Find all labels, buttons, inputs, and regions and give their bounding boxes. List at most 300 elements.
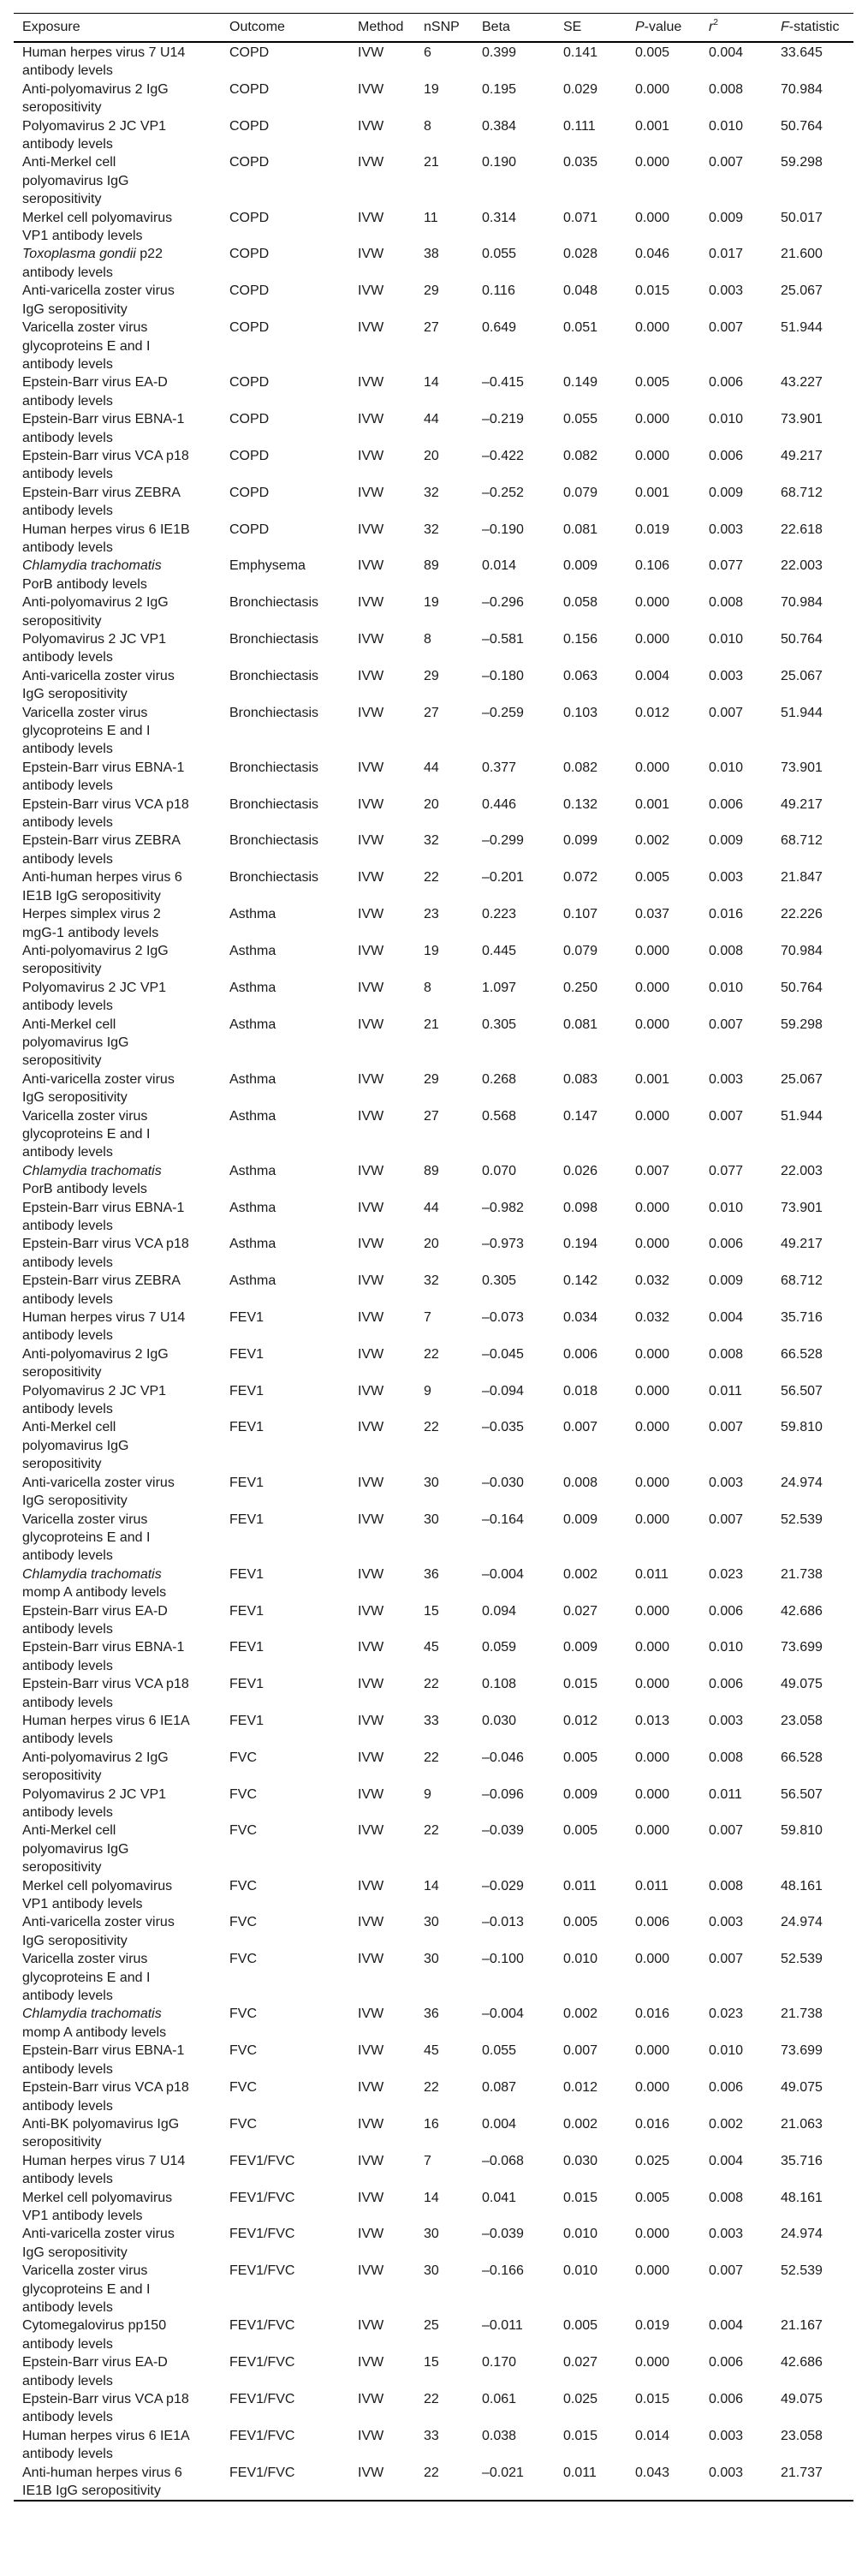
table-row [14, 667, 853, 704]
cell-exposure [14, 796, 229, 832]
header-r-italic: r [709, 20, 714, 34]
cell-f-statistic: 22.003 [781, 558, 823, 574]
exposure-text: momp A antibody levels [22, 1585, 167, 1601]
cell-r-squared: 0.003 [709, 1071, 744, 1087]
header-se: SE [563, 20, 582, 34]
cell-se: 0.007 [563, 1420, 598, 1435]
exposure-text: Anti-BK polyomavirus IgG seropositivity [22, 2116, 180, 2150]
cell-exposure [14, 2353, 229, 2390]
cell-se: 0.011 [563, 1878, 597, 1893]
table-row [14, 1638, 853, 1675]
cell-nsnp: 9 [424, 1786, 431, 1802]
exposure-italic: Chlamydia trachomatis [22, 1566, 162, 1582]
cell-method: IVW [358, 1603, 384, 1619]
cell-f-statistic: 49.075 [781, 2080, 823, 2096]
cell-p-value: 0.000 [635, 412, 670, 427]
cell-outcome: FVC [229, 2116, 257, 2132]
cell-nsnp: 8 [424, 118, 431, 134]
cell-outcome: FEV1/FVC [229, 2355, 295, 2370]
cell-outcome: Asthma [229, 943, 276, 958]
cell-r-squared: 0.010 [709, 632, 744, 647]
cell-se: 0.147 [563, 1108, 598, 1124]
header-beta: Beta [482, 20, 510, 34]
table-row [14, 80, 853, 117]
cell-se: 0.010 [563, 2263, 598, 2279]
cell-p-value: 0.006 [635, 1915, 670, 1930]
cell-beta: 0.014 [482, 558, 517, 574]
cell-f-statistic: 22.003 [781, 1163, 823, 1178]
cell-se: 0.079 [563, 485, 598, 500]
cell-p-value: 0.000 [635, 632, 670, 647]
cell-beta: 0.195 [482, 81, 517, 97]
cell-nsnp: 22 [424, 870, 439, 886]
cell-se: 0.012 [563, 2080, 598, 2096]
cell-method: IVW [358, 118, 384, 134]
cell-nsnp: 11 [424, 210, 438, 225]
cell-beta: –0.013 [482, 1915, 524, 1930]
cell-p-value: 0.019 [635, 2318, 670, 2334]
cell-method: IVW [358, 448, 384, 463]
cell-r-squared: 0.003 [709, 2428, 744, 2443]
cell-exposure [14, 905, 229, 942]
cell-beta: –0.164 [482, 1512, 524, 1527]
exposure-text: Polyomavirus 2 JC VP1 antibody levels [22, 1786, 167, 1820]
cell-nsnp: 32 [424, 833, 439, 849]
table-row [14, 759, 853, 796]
cell-exposure [14, 1199, 229, 1236]
cell-outcome: Bronchiectasis [229, 833, 319, 849]
cell-f-statistic: 59.810 [781, 1823, 823, 1839]
cell-r-squared: 0.003 [709, 2465, 744, 2480]
table-row [14, 117, 853, 154]
exposure-text: Epstein-Barr virus EA-D antibody levels [22, 375, 168, 408]
exposure-text: Epstein-Barr virus VCA p18 antibody levels [22, 2080, 189, 2114]
header-exposure: Exposure [22, 20, 80, 34]
cell-p-value: 0.032 [635, 1273, 670, 1289]
cell-f-statistic: 50.764 [781, 118, 823, 134]
table-row [14, 484, 853, 521]
exposure-text: Anti-polyomavirus 2 IgG seropositivity [22, 943, 169, 977]
cell-f-statistic: 33.645 [781, 45, 823, 60]
cell-exposure [14, 521, 229, 558]
cell-p-value: 0.005 [635, 870, 670, 886]
cell-method: IVW [358, 1310, 384, 1326]
header-outcome: Outcome [229, 20, 285, 34]
cell-outcome: FVC [229, 1786, 257, 1802]
cell-outcome: FEV1/FVC [229, 2318, 295, 2334]
cell-f-statistic: 51.944 [781, 320, 823, 336]
table-row [14, 2189, 853, 2226]
cell-r-squared: 0.003 [709, 1915, 744, 1930]
cell-se: 0.009 [563, 1512, 598, 1527]
cell-f-statistic: 23.058 [781, 2428, 823, 2443]
exposure-text: Human herpes virus 7 U14 antibody levels [22, 2153, 186, 2187]
cell-r-squared: 0.008 [709, 1878, 744, 1893]
cell-se: 0.098 [563, 1200, 598, 1215]
cell-f-statistic: 50.764 [781, 980, 823, 995]
cell-outcome: Asthma [229, 1200, 276, 1215]
cell-nsnp: 20 [424, 796, 439, 812]
cell-f-statistic: 22.618 [781, 522, 823, 537]
table-row [14, 1786, 853, 1822]
cell-f-statistic: 49.217 [781, 448, 823, 463]
cell-r-squared: 0.003 [709, 870, 744, 886]
exposure-text: Polyomavirus 2 JC VP1 antibody levels [22, 980, 167, 1014]
cell-f-statistic: 59.810 [781, 1420, 823, 1435]
exposure-text: Merkel cell polyomavirus VP1 antibody levels [22, 1878, 173, 1912]
cell-r-squared: 0.077 [709, 558, 744, 574]
cell-r-squared: 0.010 [709, 412, 744, 427]
cell-se: 0.156 [563, 632, 598, 647]
cell-beta: –0.011 [482, 2318, 523, 2334]
cell-beta: 0.055 [482, 247, 517, 262]
cell-f-statistic: 51.944 [781, 1108, 823, 1124]
cell-nsnp: 32 [424, 522, 439, 537]
table-row [14, 1712, 853, 1749]
table-row [14, 1675, 853, 1712]
cell-beta: –0.035 [482, 1420, 524, 1435]
cell-beta: 0.059 [482, 1640, 517, 1655]
exposure-text: Epstein-Barr virus VCA p18 antibody levels [22, 796, 189, 831]
cell-beta: 0.568 [482, 1108, 517, 1124]
cell-method: IVW [358, 1108, 384, 1124]
exposure-text: Polyomavirus 2 JC VP1 antibody levels [22, 632, 167, 665]
cell-se: 0.005 [563, 1915, 598, 1930]
cell-outcome: FVC [229, 1750, 257, 1765]
cell-exposure [14, 1877, 229, 1914]
table-row [14, 979, 853, 1016]
cell-f-statistic: 48.161 [781, 1878, 823, 1893]
cell-beta: –0.581 [482, 632, 524, 647]
exposure-text: Epstein-Barr virus EBNA-1 antibody levels [22, 760, 185, 794]
exposure-text: Anti-varicella zoster virus IgG seropositivity [22, 2227, 175, 2260]
cell-se: 0.025 [563, 2392, 598, 2406]
cell-f-statistic: 49.217 [781, 1237, 823, 1252]
cell-p-value: 0.000 [635, 1750, 670, 1765]
cell-beta: –0.219 [482, 412, 524, 427]
cell-p-value: 0.012 [635, 705, 670, 720]
cell-r-squared: 0.006 [709, 375, 744, 391]
cell-outcome: FEV1 [229, 1475, 265, 1490]
table-row [14, 1749, 853, 1786]
cell-outcome: FVC [229, 2080, 257, 2096]
cell-p-value: 0.000 [635, 1677, 670, 1692]
table-row [14, 521, 853, 558]
cell-method: IVW [358, 247, 384, 262]
cell-outcome: FEV1/FVC [229, 2465, 295, 2480]
table-row [14, 2427, 853, 2464]
exposure-text: Human herpes virus 7 U14 antibody levels [22, 45, 186, 79]
cell-outcome: Bronchiectasis [229, 705, 319, 720]
table-row [14, 1272, 853, 1309]
table-row [14, 410, 853, 447]
cell-se: 0.027 [563, 2355, 598, 2370]
cell-method: IVW [358, 907, 384, 922]
cell-p-value: 0.032 [635, 1310, 670, 1326]
cell-p-value: 0.000 [635, 2227, 670, 2242]
cell-outcome: Bronchiectasis [229, 870, 319, 886]
cell-beta: –0.030 [482, 1475, 524, 1490]
cell-nsnp: 32 [424, 485, 439, 500]
cell-r-squared: 0.007 [709, 1823, 744, 1839]
cell-outcome: Asthma [229, 1108, 276, 1124]
cell-r-squared: 0.008 [709, 1750, 744, 1765]
cell-exposure [14, 1950, 229, 2005]
cell-method: IVW [358, 283, 384, 299]
cell-se: 0.010 [563, 2227, 598, 2242]
cell-outcome: FVC [229, 2043, 257, 2059]
cell-method: IVW [358, 1677, 384, 1692]
exposure-text: Anti-Merkel cell polyomavirus IgG seropositivity [22, 1420, 129, 1472]
cell-r-squared: 0.010 [709, 980, 744, 995]
cell-f-statistic: 21.063 [781, 2116, 823, 2132]
table-row [14, 1511, 853, 1565]
table-row [14, 1199, 853, 1236]
exposure-text: Anti-Merkel cell polyomavirus IgG seropositivity [22, 155, 129, 207]
table-row [14, 1474, 853, 1511]
cell-beta: 0.384 [482, 118, 517, 134]
cell-nsnp: 33 [424, 2428, 439, 2443]
cell-method: IVW [358, 1915, 384, 1930]
cell-beta: 0.087 [482, 2080, 517, 2096]
cell-p-value: 0.001 [635, 118, 670, 134]
cell-exposure [14, 245, 229, 282]
cell-outcome: Bronchiectasis [229, 796, 319, 812]
cell-r-squared: 0.023 [709, 2007, 744, 2022]
cell-r-squared: 0.004 [709, 2153, 744, 2168]
cell-outcome: FEV1 [229, 1383, 265, 1398]
cell-r-squared: 0.006 [709, 2080, 744, 2096]
table-row [14, 1309, 853, 1345]
cell-nsnp: 30 [424, 1512, 439, 1527]
cell-exposure [14, 1418, 229, 1473]
cell-exposure [14, 1675, 229, 1712]
cell-outcome: COPD [229, 155, 270, 170]
cell-outcome: FEV1/FVC [229, 2428, 295, 2443]
exposure-text: Anti-varicella zoster virus IgG seropositivity [22, 283, 175, 317]
cell-f-statistic: 24.974 [781, 1915, 823, 1930]
cell-nsnp: 27 [424, 1108, 439, 1124]
exposure-text: Epstein-Barr virus ZEBRA antibody levels [22, 1273, 181, 1307]
table-header-row [14, 14, 853, 41]
cell-method: IVW [358, 210, 384, 225]
cell-se: 0.027 [563, 1603, 598, 1619]
cell-outcome: Asthma [229, 1017, 276, 1032]
cell-nsnp: 20 [424, 448, 439, 463]
exposure-text: Varicella zoster virus glycoproteins E and I antibody levels [22, 320, 151, 372]
cell-f-statistic: 49.075 [781, 1677, 823, 1692]
cell-p-value: 0.106 [635, 558, 670, 574]
cell-nsnp: 45 [424, 2043, 439, 2059]
cell-p-value: 0.043 [635, 2465, 670, 2480]
cell-exposure [14, 759, 229, 796]
cell-p-value: 0.000 [635, 1383, 670, 1398]
cell-r-squared: 0.004 [709, 2318, 744, 2334]
cell-method: IVW [358, 980, 384, 995]
cell-r-squared: 0.010 [709, 1640, 744, 1655]
cell-outcome: COPD [229, 485, 270, 500]
cell-method: IVW [358, 412, 384, 427]
cell-exposure [14, 630, 229, 667]
cell-p-value: 0.037 [635, 907, 670, 922]
cell-r-squared: 0.008 [709, 81, 744, 97]
cell-method: IVW [358, 375, 384, 391]
exposure-text: Merkel cell polyomavirus VP1 antibody levels [22, 210, 173, 244]
cell-exposure [14, 1235, 229, 1272]
cell-se: 0.009 [563, 558, 598, 574]
cell-beta: –0.180 [482, 668, 524, 683]
table-row [14, 630, 853, 667]
cell-f-statistic: 52.539 [781, 1512, 823, 1527]
cell-method: IVW [358, 1273, 384, 1289]
cell-beta: –0.415 [482, 375, 524, 391]
cell-exposure [14, 2225, 229, 2262]
cell-se: 0.015 [563, 1677, 598, 1692]
cell-f-statistic: 56.507 [781, 1786, 823, 1802]
cell-exposure [14, 868, 229, 905]
cell-f-statistic: 24.974 [781, 1475, 823, 1490]
cell-beta: 0.190 [482, 155, 517, 170]
cell-nsnp: 36 [424, 1566, 439, 1582]
table-row [14, 1235, 853, 1272]
cell-r-squared: 0.007 [709, 1512, 744, 1527]
cell-method: IVW [358, 1163, 384, 1178]
cell-beta: –0.100 [482, 1952, 524, 1967]
cell-r-squared: 0.002 [709, 2116, 744, 2132]
cell-p-value: 0.005 [635, 2190, 670, 2205]
cell-nsnp: 6 [424, 45, 431, 60]
cell-se: 0.006 [563, 1346, 598, 1362]
cell-exposure [14, 80, 229, 117]
cell-nsnp: 27 [424, 705, 439, 720]
header-r-squared [709, 20, 781, 35]
cell-method: IVW [358, 833, 384, 849]
cell-outcome: COPD [229, 522, 270, 537]
cell-se: 0.011 [563, 2465, 597, 2480]
cell-f-statistic: 73.901 [781, 1200, 823, 1215]
cell-r-squared: 0.003 [709, 522, 744, 537]
cell-exposure [14, 942, 229, 979]
cell-exposure [14, 2427, 229, 2464]
cell-p-value: 0.005 [635, 375, 670, 391]
table-row [14, 1345, 853, 1382]
table-row [14, 2152, 853, 2189]
cell-r-squared: 0.008 [709, 2190, 744, 2205]
table-row [14, 1950, 853, 2005]
cell-f-statistic: 66.528 [781, 1346, 823, 1362]
cell-outcome: FEV1 [229, 1603, 265, 1619]
table-row [14, 1822, 853, 1876]
cell-se: 0.029 [563, 81, 598, 97]
cell-outcome: COPD [229, 247, 270, 262]
cell-r-squared: 0.007 [709, 705, 744, 720]
cell-beta: 0.055 [482, 2043, 517, 2059]
table-row [14, 44, 853, 80]
cell-outcome: FEV1 [229, 1640, 265, 1655]
cell-exposure [14, 1382, 229, 1419]
table-row [14, 373, 853, 410]
cell-se: 0.111 [563, 118, 596, 134]
cell-outcome: FEV1 [229, 1566, 265, 1582]
exposure-italic: Chlamydia trachomatis [22, 558, 162, 574]
cell-exposure [14, 2152, 229, 2189]
cell-p-value: 0.000 [635, 2043, 670, 2059]
exposure-text: p22 antibody levels [22, 247, 163, 280]
cell-method: IVW [358, 1750, 384, 1765]
table-row [14, 1418, 853, 1473]
cell-f-statistic: 24.974 [781, 2227, 823, 2242]
cell-exposure [14, 1913, 229, 1950]
header-p-rest: -value [644, 20, 682, 34]
cell-f-statistic: 21.737 [781, 2465, 823, 2480]
cell-se: 0.034 [563, 1310, 598, 1326]
cell-method: IVW [358, 1237, 384, 1252]
cell-beta: 0.116 [482, 283, 515, 299]
cell-se: 0.026 [563, 1163, 598, 1178]
cell-outcome: Bronchiectasis [229, 595, 319, 611]
cell-exposure [14, 2115, 229, 2152]
table-row [14, 2353, 853, 2390]
cell-outcome: Bronchiectasis [229, 760, 319, 775]
exposure-text: Epstein-Barr virus VCA p18 antibody levels [22, 448, 189, 482]
cell-method: IVW [358, 2116, 384, 2132]
cell-exposure [14, 319, 229, 373]
exposure-text: Varicella zoster virus glycoproteins E and I antibody levels [22, 1952, 151, 2004]
cell-p-value: 0.011 [635, 1878, 669, 1893]
exposure-text: Anti-human herpes virus 6 IE1B IgG seropositivity [22, 870, 182, 903]
exposure-text: Human herpes virus 6 IE1A antibody levels [22, 1713, 190, 1747]
cell-r-squared: 0.006 [709, 1603, 744, 1619]
cell-nsnp: 29 [424, 668, 439, 683]
exposure-text: Varicella zoster virus glycoproteins E and I antibody levels [22, 2263, 151, 2315]
cell-f-statistic: 23.058 [781, 1713, 823, 1728]
cell-outcome: COPD [229, 118, 270, 134]
exposure-text: Human herpes virus 7 U14 antibody levels [22, 1310, 186, 1344]
exposure-text: Epstein-Barr virus EBNA-1 antibody levels [22, 1200, 185, 1233]
cell-nsnp: 89 [424, 558, 439, 574]
cell-se: 0.194 [563, 1237, 598, 1252]
cell-nsnp: 19 [424, 81, 439, 97]
cell-nsnp: 27 [424, 320, 439, 336]
cell-f-statistic: 68.712 [781, 485, 823, 500]
cell-exposure [14, 410, 229, 447]
cell-r-squared: 0.007 [709, 1108, 744, 1124]
cell-se: 0.063 [563, 668, 598, 683]
cell-f-statistic: 25.067 [781, 1071, 823, 1087]
cell-se: 0.009 [563, 1786, 598, 1802]
table-row [14, 2262, 853, 2317]
cell-outcome: FVC [229, 1878, 257, 1893]
cell-outcome: Asthma [229, 1273, 276, 1289]
cell-outcome: FVC [229, 1952, 257, 1967]
cell-method: IVW [358, 1952, 384, 1967]
cell-method: IVW [358, 1878, 384, 1893]
cell-p-value: 0.016 [635, 2116, 670, 2132]
cell-nsnp: 22 [424, 1750, 439, 1765]
cell-p-value: 0.019 [635, 522, 670, 537]
cell-beta: 0.445 [482, 943, 517, 958]
cell-se: 0.015 [563, 2190, 598, 2205]
cell-exposure [14, 1016, 229, 1070]
cell-f-statistic: 68.712 [781, 833, 823, 849]
cell-beta: –0.096 [482, 1786, 524, 1802]
table-row [14, 153, 853, 208]
cell-p-value: 0.000 [635, 320, 670, 336]
cell-exposure [14, 2390, 229, 2427]
cell-r-squared: 0.011 [709, 1786, 742, 1802]
table-row [14, 2042, 853, 2078]
cell-outcome: COPD [229, 210, 270, 225]
